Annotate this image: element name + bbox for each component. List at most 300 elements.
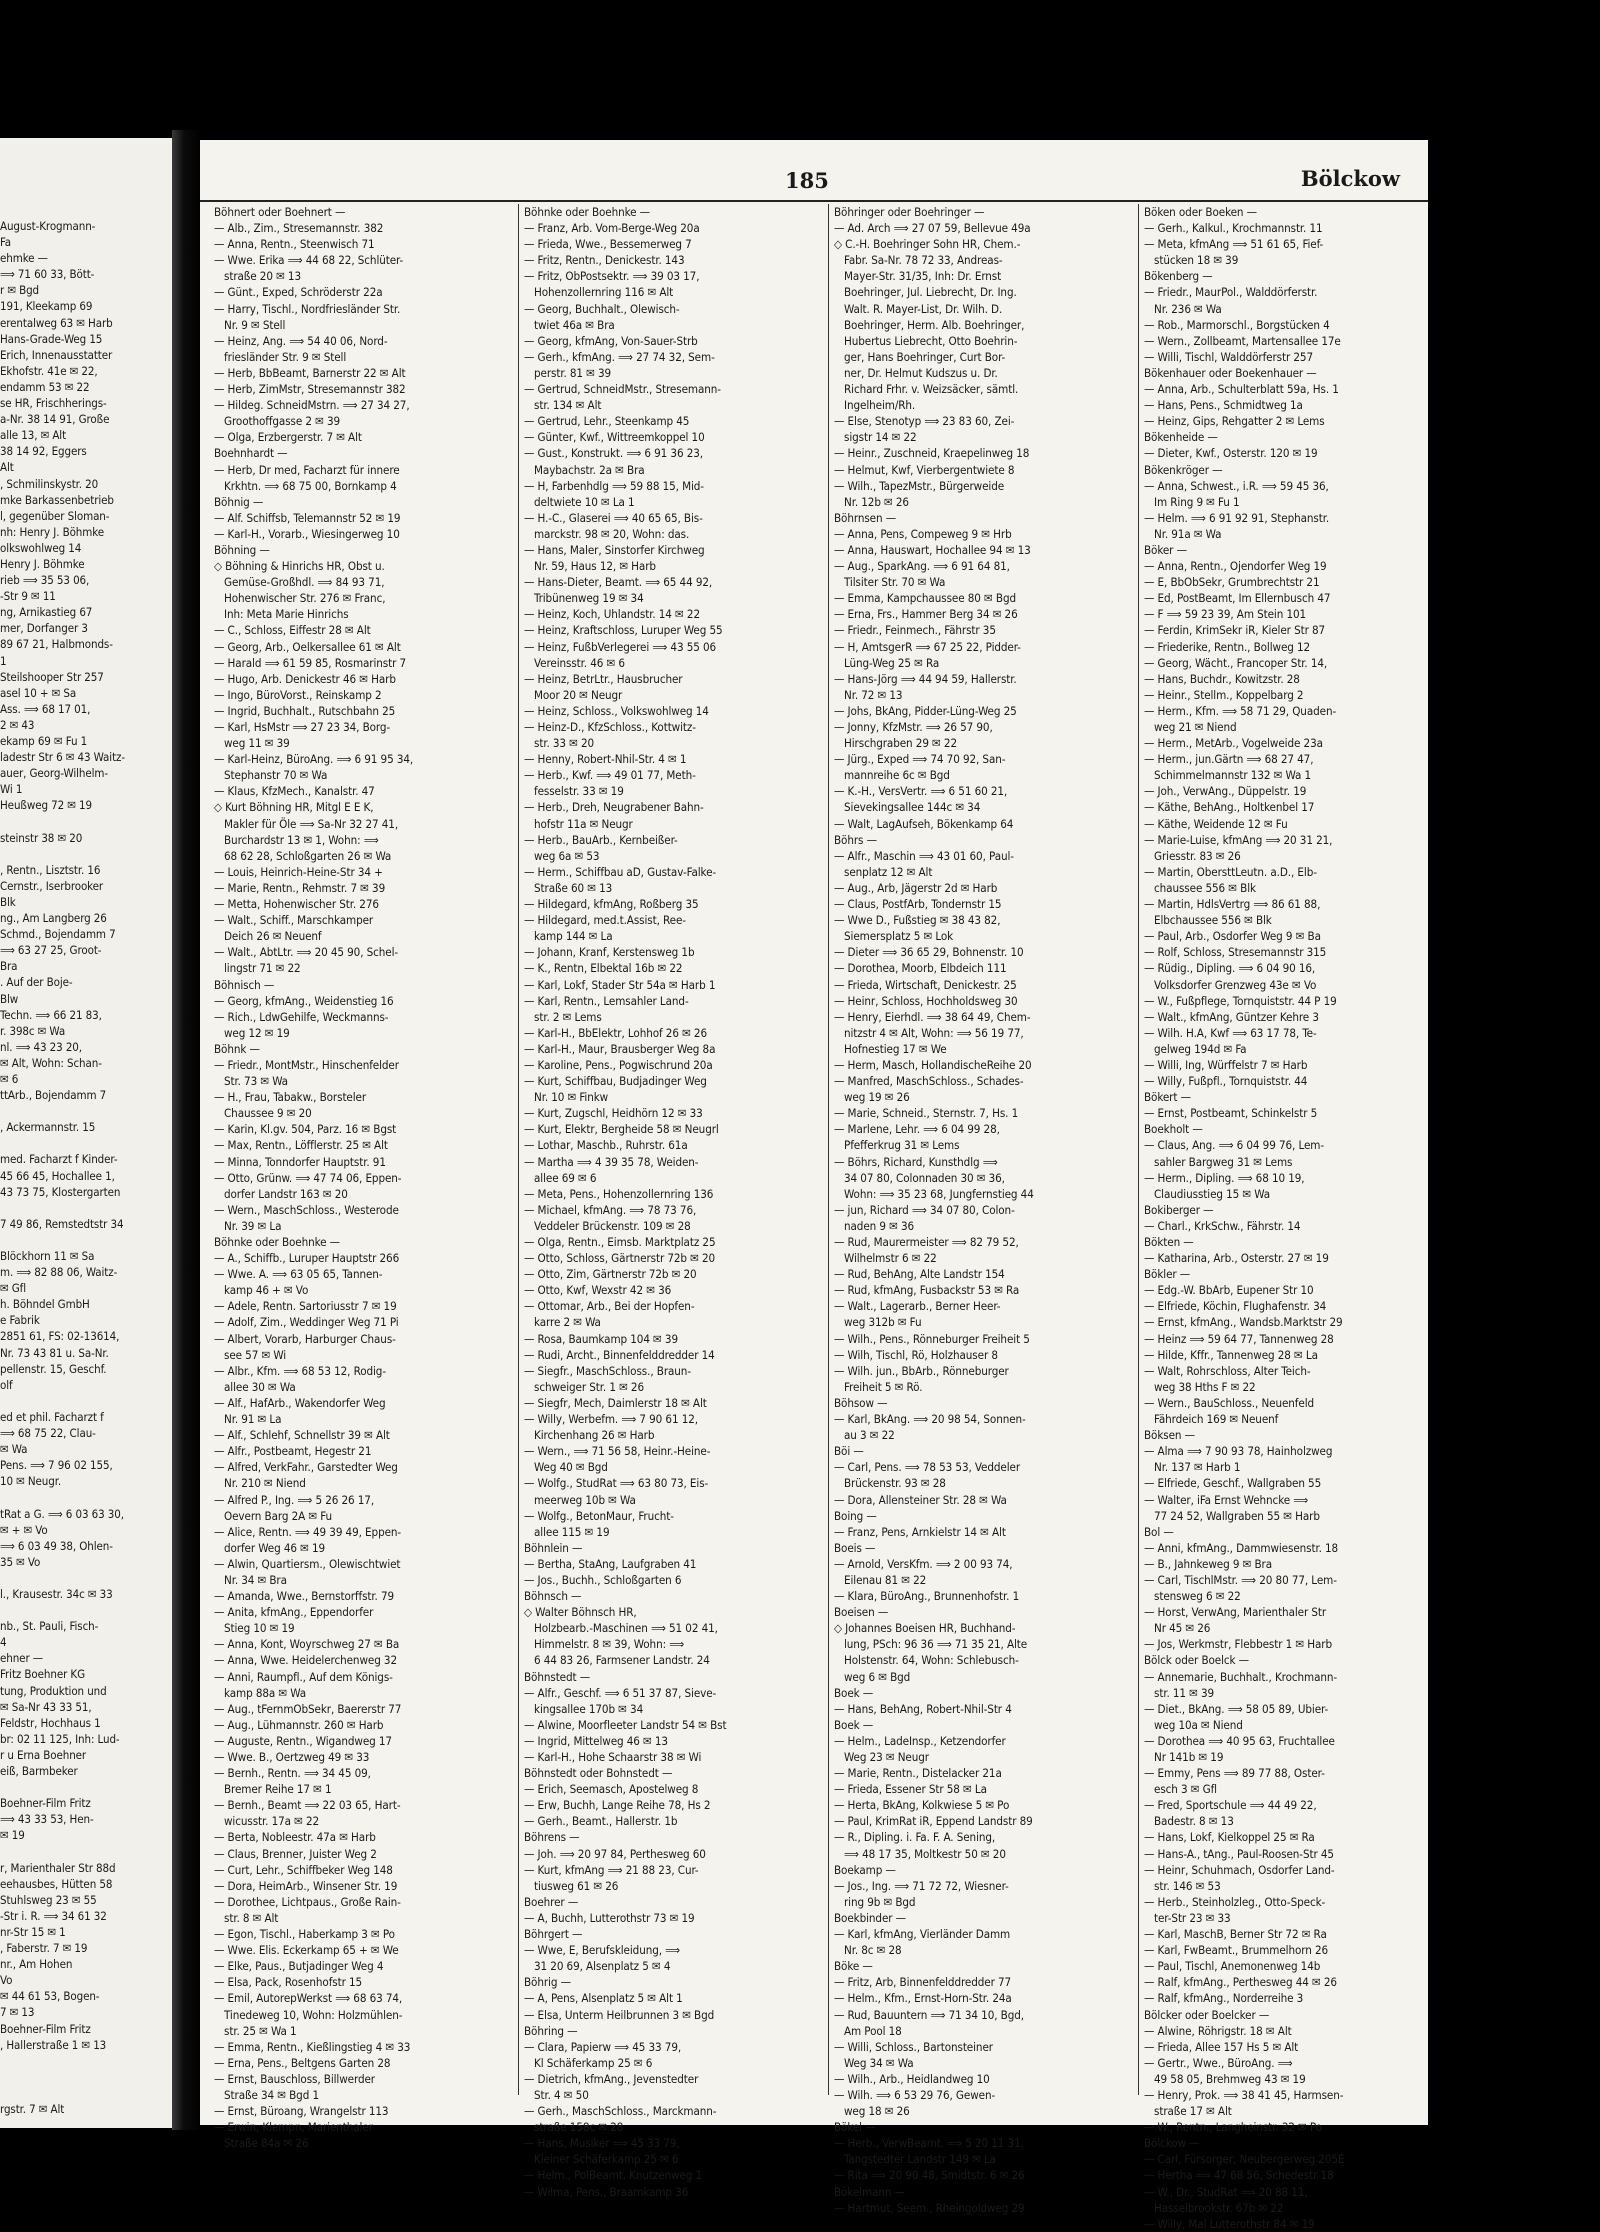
directory-entry: — Heinz ⟹ 59 64 77, Tannenweg 28: [1144, 1331, 1334, 1346]
directory-entry: — Jürg., Exped ⟹ 74 70 92, San-: [834, 752, 1006, 767]
directory-entry: — Hans, Lokf, Kielkoppel 25 ✉ Ra: [1144, 1830, 1315, 1845]
left-page-line: 2 ✉ 43: [0, 717, 35, 732]
directory-entry: Siemersplatz 5 ✉ Lok: [844, 929, 954, 944]
left-page-line: 1: [0, 653, 7, 668]
directory-entry: — Heinr., Zuschneid, Kraepelinweg 18: [834, 446, 1030, 461]
directory-entry: allee 69 ✉ 6: [534, 1170, 597, 1185]
left-page-line: nb., St. Pauli, Fisch-: [0, 1619, 99, 1634]
directory-entry: — Wilma, Pens., Braamkamp 36: [524, 2184, 689, 2199]
directory-entry: — Friedr., MaurPol., Walddörferstr.: [1144, 285, 1318, 300]
directory-entry: — F ⟹ 59 23 39, Am Stein 101: [1144, 607, 1307, 622]
directory-entry: — Rosa, Baumkamp 104 ✉ 39: [524, 1331, 678, 1346]
column-divider: [518, 204, 519, 2095]
directory-entry: Böhnert oder Boehnert —: [214, 205, 346, 219]
directory-entry: — Frieda, Allee 157 Hs 5 ✉ Alt: [1144, 2039, 1299, 2054]
directory-entry: ◇ Kurt Böhning HR, Mitgl E E K,: [214, 800, 374, 815]
directory-entry: — Karl, BkAng. ⟹ 20 98 54, Sonnen-: [834, 1412, 1026, 1427]
left-page-line: 38 14 92, Eggers: [0, 444, 87, 459]
directory-entry: — Erna, Frs., Hammer Berg 34 ✉ 26: [834, 607, 1018, 622]
left-page-line: nr-Str 15 ✉ 1: [0, 1924, 66, 1939]
directory-entry: Nr. 8c ✉ 28: [844, 1943, 902, 1958]
left-page-line: ng, Arnikastieg 67: [0, 605, 93, 620]
directory-entry: Böhnke oder Boehnke —: [524, 205, 651, 219]
directory-entry: — Gerh., kfmAng. ⟹ 27 74 32, Sem-: [524, 349, 715, 364]
directory-entry: — Metta, Hohenwischer Str. 276: [214, 897, 379, 912]
directory-entry: ◇ Böhning & Hinrichs HR, Obst u.: [214, 559, 385, 574]
directory-entry: straße 20 ✉ 13: [224, 269, 302, 284]
left-page-line: rgstr. 7 ✉ Alt: [0, 2101, 65, 2116]
directory-entry: — Hans-Dieter, Beamt. ⟹ 65 44 92,: [524, 575, 713, 590]
directory-entry: 6 44 83 26, Farmsener Landstr. 24: [534, 1653, 710, 1668]
left-page-line: ⟹ 43 33 53, Hen-: [0, 1812, 94, 1827]
left-page-line: e Fabrik: [0, 1313, 40, 1328]
directory-entry: — W., Rentn., Langheinstr. 32 ✉ Po: [1144, 2120, 1322, 2135]
directory-entry: Stephanstr 70 ✉ Wa: [224, 768, 328, 783]
directory-entry: Stieg 10 ✉ 19: [224, 1621, 295, 1636]
directory-entry: ter-Str 23 ✉ 33: [1154, 1910, 1231, 1925]
directory-entry: Böhnke oder Boehnke —: [214, 1235, 341, 1249]
directory-entry: — Anna, Arb., Schulterblatt 59a, Hs. 1: [1144, 382, 1339, 397]
directory-entry: Bol —: [1144, 1524, 1174, 1539]
directory-entry: Moor 20 ✉ Neugr: [534, 687, 623, 702]
left-page-line: Hans-Grade-Weg 15: [0, 331, 103, 346]
directory-entry: — jun, Richard ⟹ 34 07 80, Colon-: [834, 1202, 1015, 1217]
directory-entry: — Adele, Rentn. Sartoriusstr 7 ✉ 19: [214, 1299, 397, 1314]
left-page-line: 43 73 75, Klostergarten: [0, 1184, 121, 1199]
left-page-column: [0, 138, 172, 2117]
directory-entry: — Alb., Zim., Stresemannstr. 382: [214, 221, 384, 236]
directory-entry: — Kurt, Zugschl, Heidhörn 12 ✉ 33: [524, 1106, 703, 1121]
directory-entry: — Herm, Masch, HollandischeReihe 20: [834, 1057, 1032, 1072]
directory-entry: ◇ C.-H. Boehringer Sohn HR, Chem.-: [834, 237, 1021, 252]
directory-entry: — Joh. ⟹ 20 97 84, Perthesweg 60: [524, 1846, 706, 1861]
left-page-line: Vo: [0, 1973, 13, 1988]
directory-entry: — Rud, Maurermeister ⟹ 82 79 52,: [834, 1235, 1019, 1249]
left-page-line: r u Erna Boehner: [0, 1747, 87, 1762]
directory-entry: mannreihe 6c ✉ Bgd: [844, 768, 950, 783]
directory-entry: — Herb., Kwf. ⟹ 49 01 77, Meth-: [524, 768, 696, 783]
directory-entry: — Karl, FwBeamt., Brummelhorn 26: [1144, 1943, 1329, 1958]
directory-entry: Boek —: [834, 1717, 874, 1732]
directory-entry: chaussee 556 ✉ Blk: [1154, 880, 1256, 895]
directory-entry: — Karl-H., Vorarb., Wiesingerweg 10: [214, 526, 400, 541]
directory-entry: — Helmut, Kwf, Vierbergentwiete 8: [834, 462, 1015, 477]
directory-entry: Holzbearb.-Maschinen ⟹ 51 02 41,: [534, 1621, 718, 1636]
left-page-line: [0, 1393, 172, 1409]
directory-entry: weg 6 ✉ Bgd: [844, 1669, 911, 1684]
directory-entry: au 3 ✉ 22: [844, 1428, 895, 1443]
directory-entry: — Aug., Lühmannstr. 260 ✉ Harb: [214, 1717, 384, 1732]
directory-entry: — Wilh., Pens., Rönneburger Freiheit 5: [834, 1331, 1030, 1346]
directory-entry: Böhnk —: [214, 1041, 260, 1056]
directory-entry: — Heinr, Schloss, Hochholdsweg 30: [834, 993, 1018, 1008]
directory-entry: — Hartmut, Seem., Rheingoldweg 29: [834, 2200, 1025, 2215]
left-page-line: [0, 2085, 172, 2101]
directory-entry: — Gust., Konstrukt. ⟹ 6 91 36 23,: [524, 446, 703, 461]
directory-entry: schweiger Str. 1 ✉ 26: [534, 1379, 644, 1394]
directory-entry: — Elke, Paus., Butjadinger Weg 4: [214, 1959, 384, 1974]
left-page-line: l., Krausestr. 34c ✉ 33: [0, 1586, 113, 1601]
directory-entry: Böken oder Boeken —: [1144, 205, 1257, 219]
directory-entry: — Otto, Grünw. ⟹ 47 74 06, Eppen-: [214, 1170, 402, 1185]
directory-entry: — Ottomar, Arb., Bei der Hopfen-: [524, 1299, 695, 1314]
directory-entry: naden 9 ✉ 36: [844, 1218, 915, 1233]
page-number: 185: [785, 168, 829, 193]
directory-entry: — Gertr., Wwe., BüroAng. ⟹: [1144, 2055, 1293, 2070]
directory-entry: — Anna, Wwe. Heidelerchenweg 32: [214, 1653, 397, 1668]
left-page-line: ehmke —: [0, 251, 48, 266]
directory-entry: — Herm., Dipling. ⟹ 68 10 19,: [1144, 1170, 1305, 1185]
directory-entry: — Herb., BauArb., Kernbeißer-: [524, 832, 678, 847]
left-page-line: ⟹ 63 27 25, Groot-: [0, 943, 102, 958]
directory-entry: — Else, Stenotyp ⟹ 23 83 60, Zei-: [834, 414, 1015, 429]
column-1: [214, 204, 514, 2151]
directory-entry: — Anna, Pens, Compeweg 9 ✉ Hrb: [834, 526, 1012, 541]
directory-entry: — Michael, kfmAng. ⟹ 78 73 76,: [524, 1202, 697, 1217]
directory-entry: Gemüse-Großhdl. ⟹ 84 93 71,: [224, 575, 385, 590]
directory-entry: — Heinr., Stellm., Koppelbarg 2: [1144, 687, 1304, 702]
directory-entry: — Willi, Tischl, Walddörferstr 257: [1144, 349, 1314, 364]
directory-entry: allee 30 ✉ Wa: [224, 1379, 296, 1394]
left-page-line: Pens. ⟹ 7 96 02 155,: [0, 1458, 113, 1473]
directory-entry: — C., Schloss, Eiffestr 28 ✉ Alt: [214, 623, 371, 638]
directory-entry: — Manfred, MaschSchloss., Schades-: [834, 1074, 1024, 1089]
directory-entry: Tangstedter Landstr 149 ✉ La: [844, 2152, 996, 2167]
directory-entry: Tilsiter Str. 70 ✉ Wa: [844, 575, 946, 590]
directory-entry: — Karl-H., Hohe Schaarstr 38 ✉ Wi: [524, 1750, 702, 1764]
directory-entry: — Rudi, Archt., Binnenfelddredder 14: [524, 1347, 715, 1362]
directory-entry: — Fritz, Arb, Binnenfelddredder 77: [834, 1975, 1012, 1990]
directory-entry: — Willy, Mal Lutterothstr 84 ✉ 19: [1144, 2216, 1315, 2231]
directory-entry: Straße 34 ✉ Bgd 1: [224, 2087, 319, 2102]
directory-entry: — Carl, Pens. ⟹ 78 53 53, Veddeler: [834, 1460, 1021, 1475]
directory-entry: — Jos, Werkmstr, Flebbestr 1 ✉ Harb: [1144, 1637, 1332, 1652]
column-4: [1144, 204, 1422, 2231]
directory-entry: — Wern., BauSchloss., Neuenfeld: [1144, 1395, 1315, 1410]
directory-entry: — Helm., LadeInsp., Ketzendorfer: [834, 1733, 1006, 1748]
left-page-line: asel 10 + ✉ Sa: [0, 685, 77, 700]
directory-entry: sigstr 14 ✉ 22: [844, 430, 917, 445]
directory-entry: Bökenberg —: [1144, 269, 1213, 284]
left-page-line: ✉ Sa-Nr 43 33 51,: [0, 1699, 92, 1714]
directory-entry: — Wilh. ⟹ 6 53 29 76, Gewen-: [834, 2087, 996, 2102]
directory-entry: kingsallee 170b ✉ 34: [534, 1701, 644, 1716]
directory-entry: Holstenstr. 64, Wohn: Schlebusch-: [844, 1653, 1019, 1668]
directory-entry: — Wern., ⟹ 71 56 58, Heinr.-Heine-: [524, 1444, 711, 1459]
left-page-line: m. ⟹ 82 88 06, Waitz-: [0, 1265, 118, 1280]
directory-entry: — A, Pens, Alsenplatz 5 ✉ Alt 1: [524, 1991, 683, 2006]
directory-entry: — Elfriede, Köchin, Flughafenstr. 34: [1144, 1299, 1327, 1314]
left-page-line: Ass. ⟹ 68 17 01,: [0, 701, 91, 716]
directory-entry: — Elfriede, Geschf., Wallgraben 55: [1144, 1476, 1322, 1491]
directory-entry: Nr. 91 ✉ La: [224, 1412, 282, 1427]
directory-entry: Böhrs —: [834, 832, 877, 847]
directory-entry: — Georg, kfmAng., Weidenstieg 16: [214, 993, 394, 1008]
directory-entry: Weg 23 ✉ Neugr: [844, 1750, 929, 1764]
directory-entry: — Alwin, Quartiersm., Olewischtwiet: [214, 1556, 401, 1571]
directory-entry: — Wern., MaschSchloss., Westerode: [214, 1202, 399, 1217]
left-page-line: ✉ 6: [0, 1071, 19, 1086]
left-page-line: , Rentn., Lisztstr. 16: [0, 862, 101, 877]
directory-entry: Straße 60 ✉ 13: [534, 880, 613, 895]
directory-entry: — Edg.-W. BbArb, Eupener Str 10: [1144, 1283, 1314, 1298]
left-page-line: Cernstr., Iserbrooker: [0, 878, 104, 893]
directory-entry: — Alfr., Maschin ⟹ 43 01 60, Paul-: [834, 848, 1014, 863]
directory-entry: — Wilh., TapezMstr., Bürgerweide: [834, 478, 1005, 493]
directory-entry: Schimmelmannstr 132 ✉ Wa 1: [1154, 768, 1311, 783]
directory-entry: — Diet., BkAng. ⟹ 58 05 89, Ubier-: [1144, 1701, 1329, 1716]
directory-entry: — Henry, Prok. ⟹ 38 41 45, Harmsen-: [1144, 2087, 1344, 2102]
left-page-line: 89 67 21, Halbmonds-: [0, 637, 113, 652]
left-page-line: 191, Kleekamp 69: [0, 299, 93, 314]
directory-entry: str. 134 ✉ Alt: [534, 398, 602, 413]
directory-entry: — Aug., Arb, Jägerstr 2d ✉ Harb: [834, 880, 998, 895]
directory-entry: Kirchenhang 26 ✉ Harb: [534, 1428, 655, 1443]
directory-entry: — Harry, Tischl., Nordfriesländer Str.: [214, 301, 401, 316]
directory-entry: kamp 88a ✉ Wa: [224, 1685, 307, 1700]
directory-entry: — Rob., Marmorschl., Borgstücken 4: [1144, 317, 1330, 332]
directory-entry: Krkhtn. ⟹ 68 75 00, Bornkamp 4: [224, 478, 397, 493]
directory-entry: Boek —: [834, 1685, 874, 1700]
directory-entry: — Anita, kfmAng., Eppendorfer: [214, 1605, 374, 1620]
directory-entry: Bökelmann —: [834, 2184, 905, 2199]
directory-entry: Veddeler Brückenstr. 109 ✉ 28: [534, 1218, 691, 1233]
directory-entry: ⟹ 48 17 35, Moltkestr 50 ✉ 20: [844, 1846, 1006, 1861]
directory-entry: ner, Dr. Helmut Kudszus u. Dr.: [844, 365, 998, 380]
directory-entry: 49 58 05, Brehmweg 43 ✉ 19: [1154, 2071, 1306, 2086]
directory-entry: — Olga, Rentn., Eimsb. Marktplatz 25: [524, 1235, 716, 1249]
directory-entry: — Jos., Ing. ⟹ 71 72 72, Wiesner-: [834, 1878, 1009, 1893]
directory-entry: Nr. 72 ✉ 13: [844, 687, 903, 702]
directory-entry: Straße 84a ✉ 26: [224, 2136, 309, 2151]
directory-entry: — Fritz, Rentn., Denickestr. 143: [524, 253, 685, 268]
directory-entry: — Willy, Werbefm. ⟹ 7 90 61 12,: [524, 1412, 698, 1427]
directory-entry: sahler Bargweg 31 ✉ Lems: [1154, 1154, 1293, 1169]
directory-entry: — Hans, Maler, Sinstorfer Kirchweg: [524, 542, 705, 557]
directory-entry: Nr. 59, Haus 12, ✉ Harb: [534, 559, 656, 574]
directory-entry: — Erw, Buchh, Lange Reihe 78, Hs 2: [524, 1798, 711, 1813]
left-page-line: -Str 9 ✉ 11: [0, 589, 56, 604]
column-2: [524, 204, 824, 2199]
directory-entry: — Gertrud, SchneidMstr., Stresemann-: [524, 382, 721, 397]
directory-entry: — Georg, kfmAng, Von-Sauer-Strb: [524, 333, 698, 348]
directory-entry: — H, AmtsgerR ⟹ 67 25 22, Pidder-: [834, 639, 1021, 654]
left-page-line: r, Marienthaler Str 88d: [0, 1860, 116, 1875]
directory-entry: Böhrens —: [524, 1830, 580, 1845]
directory-entry: Nr 141b ✉ 19: [1154, 1750, 1224, 1764]
directory-entry: — Willy, Fußpfl., Tornquiststr. 44: [1144, 1074, 1308, 1089]
directory-entry: 68 62 28, Schloßgarten 26 ✉ Wa: [224, 848, 392, 863]
directory-entry: Nr. 12b ✉ 26: [844, 494, 909, 509]
directory-entry: — Carl, Fürsorger, Neubergerweg 205E: [1144, 2152, 1345, 2167]
left-page-line: [0, 846, 172, 862]
directory-entry: stensweg 6 ✉ 22: [1154, 1589, 1241, 1604]
directory-entry: weg 11 ✉ 39: [224, 736, 290, 751]
column-divider: [828, 204, 829, 2095]
directory-entry: — Louis, Heinrich-Heine-Str 34 +: [214, 864, 383, 879]
directory-entry: — Carl, TischlMstr. ⟹ 20 80 77, Lem-: [1144, 1572, 1337, 1587]
left-page-line: , Hallerstraße 1 ✉ 13: [0, 2037, 107, 2052]
directory-entry: — Charl., KrkSchw., Fährstr. 14: [1144, 1218, 1301, 1233]
directory-entry: Bökenheide —: [1144, 430, 1218, 445]
columns: [200, 204, 1428, 2231]
directory-entry: — Anni, kfmAng., Dammwiesenstr. 18: [1144, 1540, 1339, 1555]
directory-entry: — Rud, BehAng, Alte Landstr 154: [834, 1267, 1005, 1282]
left-page-line: ✉ 44 61 53, Bogen-: [0, 1989, 100, 2004]
directory-entry: Vereinsstr. 46 ✉ 6: [534, 655, 625, 670]
directory-entry: — Hertha ⟹ 47 68 56, Schedestr 18: [1144, 2168, 1334, 2183]
directory-entry: — Günter, Kwf., Wittreemkoppel 10: [524, 430, 705, 445]
directory-entry: — Ernst, kfmAng., Wandsb.Marktstr 29: [1144, 1315, 1343, 1330]
left-page-line: . Auf der Boje-: [0, 975, 73, 990]
directory-entry: Böhnlein —: [524, 1540, 583, 1555]
directory-entry: — Walt, Rohrschloss, Alter Teich-: [1144, 1363, 1311, 1378]
left-page-line: 7 49 86, Remstedtstr 34: [0, 1216, 124, 1231]
directory-entry: marckstr. 98 ✉ 20, Wohn: das.: [534, 526, 690, 541]
left-page-line: med. Facharzt f Kinder-: [0, 1152, 118, 1167]
directory-entry: Hofnestieg 17 ✉ We: [844, 1041, 947, 1056]
directory-entry: — Heinz-D., KfzSchloss., Kottwitz-: [524, 720, 696, 734]
directory-entry: — Böhrs, Richard, Kunsthdlg ⟹: [834, 1154, 998, 1169]
directory-entry: Str. 4 ✉ 50: [534, 2087, 589, 2102]
directory-entry: — Anni, Raumpfl., Auf dem Königs-: [214, 1669, 393, 1684]
directory-entry: Hasselbrookstr. 67b ✉ 22: [1154, 2200, 1284, 2215]
left-page-line: Nr. 73 43 81 u. Sa-Nr.: [0, 1345, 109, 1360]
left-page-line: nh: Henry J. Böhmke: [0, 524, 104, 539]
directory-entry: weg 19 ✉ 26: [844, 1090, 910, 1105]
running-head: Bölckow: [1300, 166, 1400, 191]
directory-entry: Boehnhardt —: [214, 446, 288, 461]
directory-entry: — Harald ⟹ 61 59 85, Rosmarinstr 7: [214, 655, 407, 670]
directory-entry: fesselstr. 33 ✉ 19: [534, 784, 624, 799]
directory-entry: — Albr., Kfm. ⟹ 68 53 12, Rodig-: [214, 1363, 386, 1378]
left-page-line: [0, 1200, 172, 1216]
directory-entry: weg 6a ✉ 53: [534, 848, 600, 863]
directory-entry: Volksdorfer Grenzweg 43e ✉ Vo: [1154, 977, 1317, 992]
directory-entry: Nr. 39 ✉ La: [224, 1218, 282, 1233]
left-page-line: Boehner-Film Fritz: [0, 2021, 91, 2036]
directory-entry: — Herm., Kfm. ⟹ 58 71 29, Quaden-: [1144, 703, 1337, 718]
directory-entry: — Bertha, StaAng, Laufgraben 41: [524, 1556, 697, 1571]
directory-entry: — Wwe. B., Oertzweg 49 ✉ 33: [214, 1750, 370, 1764]
directory-entry: — Anna, Schwest., i.R. ⟹ 59 45 36,: [1144, 478, 1329, 493]
directory-entry: Hirschgraben 29 ✉ 22: [844, 736, 957, 751]
directory-entry: ◇ Johannes Boeisen HR, Buchhand-: [834, 1621, 1016, 1636]
directory-entry: Freiheit 5 ✉ Rö.: [844, 1379, 923, 1394]
left-page-line: steinstr 38 ✉ 20: [0, 830, 83, 845]
directory-entry: Bökenkröger —: [1144, 462, 1223, 477]
left-page-line: -Str i. R. ⟹ 34 61 32: [0, 1908, 107, 1923]
directory-entry: — Erwin, Klempn, Marienthaler: [214, 2120, 373, 2135]
directory-entry: — Georg, Buchhalt., Olewisch-: [524, 301, 680, 316]
directory-entry: Böi —: [834, 1444, 864, 1459]
directory-entry: — Alice, Rentn. ⟹ 49 39 49, Eppen-: [214, 1524, 402, 1539]
directory-entry: — Aug., tFernmObSekr, Baererstr 77: [214, 1701, 402, 1716]
directory-entry: — Dorothea, Moorb, Elbdeich 111: [834, 961, 1007, 976]
directory-entry: — Friedr., Feinmech., Fährstr 35: [834, 623, 996, 638]
directory-entry: — Friedr., MontMstr., Hinschenfelder: [214, 1057, 399, 1072]
directory-entry: — Willi, Ing, Würffelstr 7 ✉ Harb: [1144, 1057, 1308, 1072]
directory-entry: Bökler —: [1144, 1267, 1191, 1282]
directory-entry: straße 158c ✉ 28: [534, 2120, 624, 2135]
directory-entry: Bökert —: [1144, 1090, 1191, 1105]
directory-entry: — Hildegard, kfmAng, Roßberg 35: [524, 897, 699, 912]
directory-entry: — Walt, LagAufseh, Bökenkamp 64: [834, 816, 1014, 831]
column-3: [834, 204, 1134, 2215]
directory-entry: — Claus, Brenner, Juister Weg 2: [214, 1846, 377, 1861]
left-page-line: ng., Am Langberg 26: [0, 911, 107, 926]
left-page-line: a-Nr. 38 14 91, Große: [0, 412, 110, 427]
left-page-line: , Schmilinskystr. 20: [0, 476, 99, 491]
directory-entry: — Ferdin, KrimSekr iR, Kieler Str 87: [1144, 623, 1326, 638]
left-page-line: tRat a G. ⟹ 6 03 63 30,: [0, 1506, 124, 1521]
left-page-line: Blw: [0, 991, 19, 1006]
directory-entry: — Ed, PostBeamt, Im Ellernbusch 47: [1144, 591, 1331, 606]
directory-entry: Boing —: [834, 1508, 877, 1523]
directory-entry: — Herb, BbBeamt, Barnerstr 22 ✉ Alt: [214, 365, 406, 380]
directory-entry: — Jos., Buchh., Schloßgarten 6: [524, 1572, 682, 1587]
left-page-line: ✉ + ✉ Vo: [0, 1522, 48, 1537]
left-page-line: 45 66 45, Hochallee 1,: [0, 1168, 115, 1183]
directory-entry: — Erich, Seemasch, Apostelweg 8: [524, 1782, 699, 1797]
left-page-line: 4: [0, 1635, 7, 1650]
directory-entry: — Henry, Eierhdl. ⟹ 38 64 49, Chem-: [834, 1009, 1031, 1024]
directory-entry: — Heinz, Kraftschloss, Luruper Weg 55: [524, 623, 723, 638]
directory-entry: — Klara, BüroAng., Brunnenhofstr. 1: [834, 1589, 1020, 1604]
directory-entry: Nr. 236 ✉ Wa: [1154, 301, 1222, 316]
directory-entry: Tinedeweg 10, Wohn: Holzmühlen-: [224, 2007, 403, 2022]
left-page-line: rieb ⟹ 35 53 06,: [0, 573, 90, 588]
directory-entry: Bölck oder Boelck —: [1144, 1653, 1250, 1668]
directory-entry: Burchardstr 13 ✉ 1, Wohn: ⟹: [224, 832, 379, 847]
directory-entry: dorfer Weg 46 ✉ 19: [224, 1540, 326, 1555]
directory-entry: Bökenhauer oder Boekenhauer —: [1144, 365, 1317, 380]
directory-entry: — Ralf, kfmAng., Norderreihe 3: [1144, 1991, 1304, 2006]
directory-entry: Lüng-Weg 25 ✉ Ra: [844, 655, 940, 670]
directory-entry: — Dorothee, Lichtpaus., Große Rain-: [214, 1894, 401, 1909]
directory-entry: — Herm., Schiffbau aD, Gustav-Falke-: [524, 864, 717, 879]
directory-entry: Bölcker oder Boelcker —: [1144, 2007, 1270, 2022]
directory-entry: — Rolf, Schloss, Stresemannstr 315: [1144, 945, 1327, 960]
directory-entry: str. 146 ✉ 53: [1154, 1878, 1221, 1893]
directory-entry: — Kurt, Elektr, Bergheide 58 ✉ Neugrl: [524, 1122, 719, 1137]
directory-entry: — Karin, Kl.gv. 504, Parz. 16 ✉ Bgst: [214, 1122, 397, 1137]
directory-entry: Nr. 210 ✉ Niend: [224, 1476, 306, 1491]
directory-entry: Hohenzollernring 116 ✉ Alt: [534, 285, 674, 300]
directory-entry: — Käthe, Weidende 12 ✉ Fu: [1144, 816, 1288, 831]
directory-entry: — Alma ⟹ 7 90 93 78, Hainholzweg: [1144, 1444, 1333, 1459]
directory-entry: weg 312b ✉ Fu: [844, 1315, 922, 1330]
directory-entry: Böke —: [834, 1959, 873, 1974]
directory-entry: — Friederike, Rentn., Bollweg 12: [1144, 639, 1311, 654]
directory-entry: — B., Jahnkeweg 9 ✉ Bra: [1144, 1556, 1272, 1571]
directory-entry: — Meta, Pens., Hohenzollernring 136: [524, 1186, 714, 1201]
left-page-line: h. Böhndel GmbH: [0, 1297, 90, 1312]
directory-entry: — Paul, KrimRat iR, Eppend Landstr 89: [834, 1814, 1033, 1829]
directory-entry: — Alf., HafArb., Wakendorfer Weg: [214, 1395, 386, 1410]
left-page-line: [0, 2069, 172, 2085]
directory-entry: — Herb., VerwBeamt. ⟹ 5 20 11 31,: [834, 2136, 1024, 2151]
directory-entry: — Claus, Ang. ⟹ 6 04 99 76, Lem-: [1144, 1138, 1325, 1153]
directory-entry: Nr. 34 ✉ Bra: [224, 1572, 287, 1587]
directory-entry: — Herm., MetArb., Vogelweide 23a: [1144, 736, 1323, 751]
left-page-line: mer, Dorfanger 3: [0, 621, 88, 636]
directory-entry: — Emma, Kampchaussee 80 ✉ Bgd: [834, 591, 1016, 606]
directory-entry: — Herb, ZimMstr, Stresemannstr 382: [214, 382, 406, 397]
directory-entry: nitzstr 4 ✉ Alt, Wohn: ⟹ 56 19 77,: [844, 1025, 1024, 1040]
directory-entry: twiet 46a ✉ Bra: [534, 317, 615, 332]
directory-entry: weg 38 Hths F ✉ 22: [1154, 1379, 1256, 1394]
